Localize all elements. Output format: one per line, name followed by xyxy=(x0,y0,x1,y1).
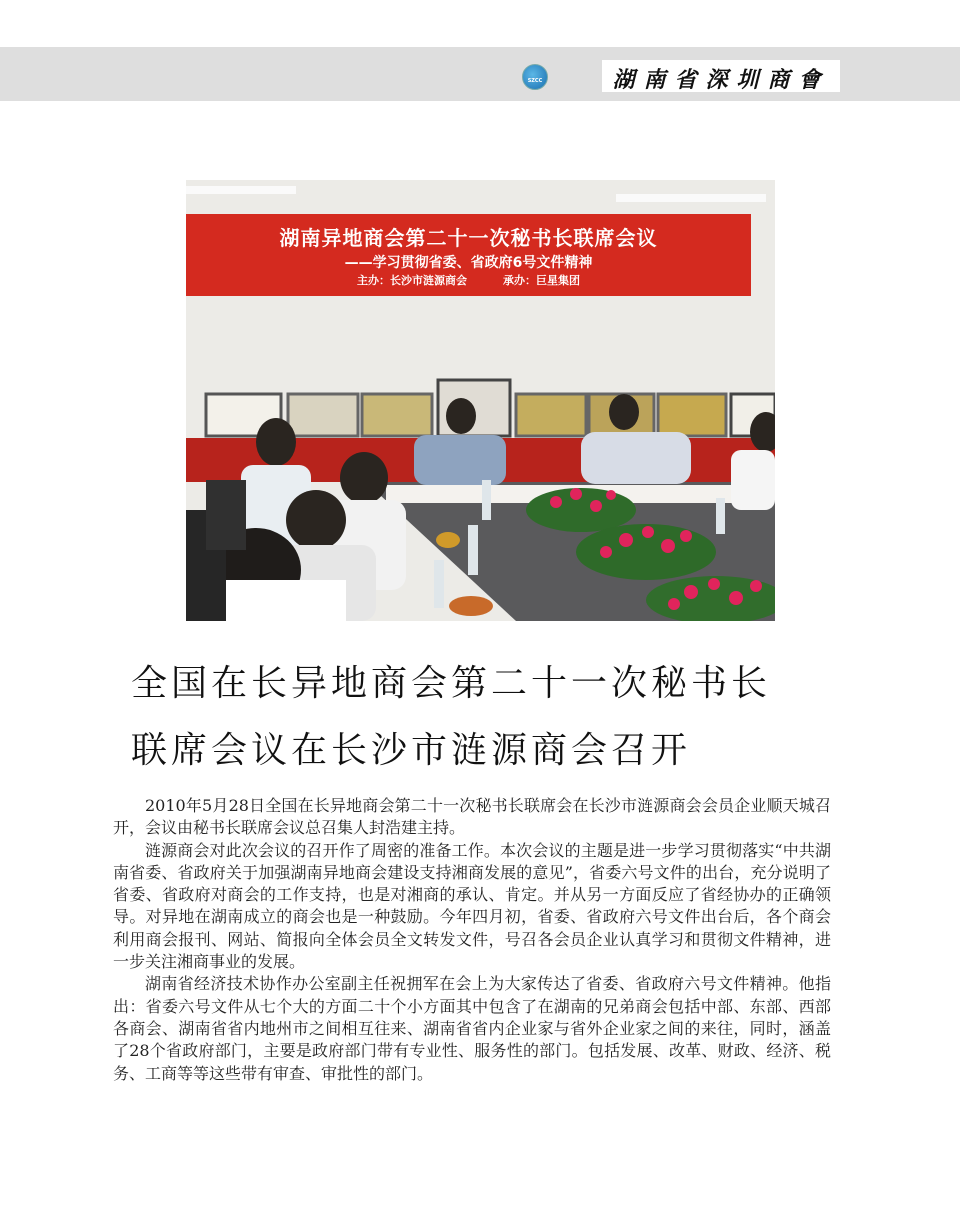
meeting-photo xyxy=(186,180,775,621)
banner-subtitle: ——学习贯彻省委、省政府6号文件精神 xyxy=(344,255,593,271)
brand-box xyxy=(602,60,840,92)
article-body xyxy=(113,795,831,1085)
brand-name: 湖南省深圳商會 xyxy=(612,67,830,93)
banner-credits xyxy=(186,272,751,288)
article-title-line2: 联席会议在长沙市涟源商会召开 xyxy=(131,730,692,771)
banner-title: 湖南异地商会第二十一次秘书长联席会议 xyxy=(279,226,658,250)
banner-organizer: 承办：巨星集团 xyxy=(503,274,580,287)
paragraph: 2010年5月28日全国在长异地商会第二十一次秘书长联席会在长沙市涟源商会会员企业顺天城召开，会议由秘书长联席会议总召集人封浩建主持。 xyxy=(113,796,831,838)
banner-host: 主办：长沙市涟源商会 xyxy=(357,274,467,287)
article-title-line1: 全国在长异地商会第二十一次秘书长 xyxy=(131,663,772,704)
logo-text: SZCC xyxy=(527,78,543,84)
paragraph: 湖南省经济技术协作办公室副主任祝拥军在会上为大家传达了省委、省政府六号文件精神。他指出：省委六号文件从七个大的方面二十个小方面其中包含了在湖南的兄弟商会包括中部、东部、西部各商会、湖南省省内地州市之间相互往来、湖南省省内企业家与省外企业家之间的来往，同时，涵盖了28个省政府部门，主要是政府部门带有专业性、服务性的部门。包括发展、改革、财政、经济、税务、工商等等这些带有审查、审批性的部门。 xyxy=(113,974,831,1083)
logo-icon xyxy=(522,64,548,90)
paragraph: 涟源商会对此次会议的召开作了周密的准备工作。本次会议的主题是进一步学习贯彻落实“中共湖南省委、省政府关于加强湖南异地商会建设支持湘商发展的意见”，省委六号文件的出台，充分说明了省委、省政府对商会的工作支持，也是对湘商的承认、肯定。并从另一方面反应了省经协办的正确领导。对异地在湖南成立的商会也是一种鼓励。今年四月初，省委、省政府六号文件出台后，各个商会利用商会报刊、网站、简报向全体会员全文转发文件，号召各会员企业认真学习和贯彻文件精神，进一步关注湘商事业的发展。 xyxy=(113,840,831,972)
